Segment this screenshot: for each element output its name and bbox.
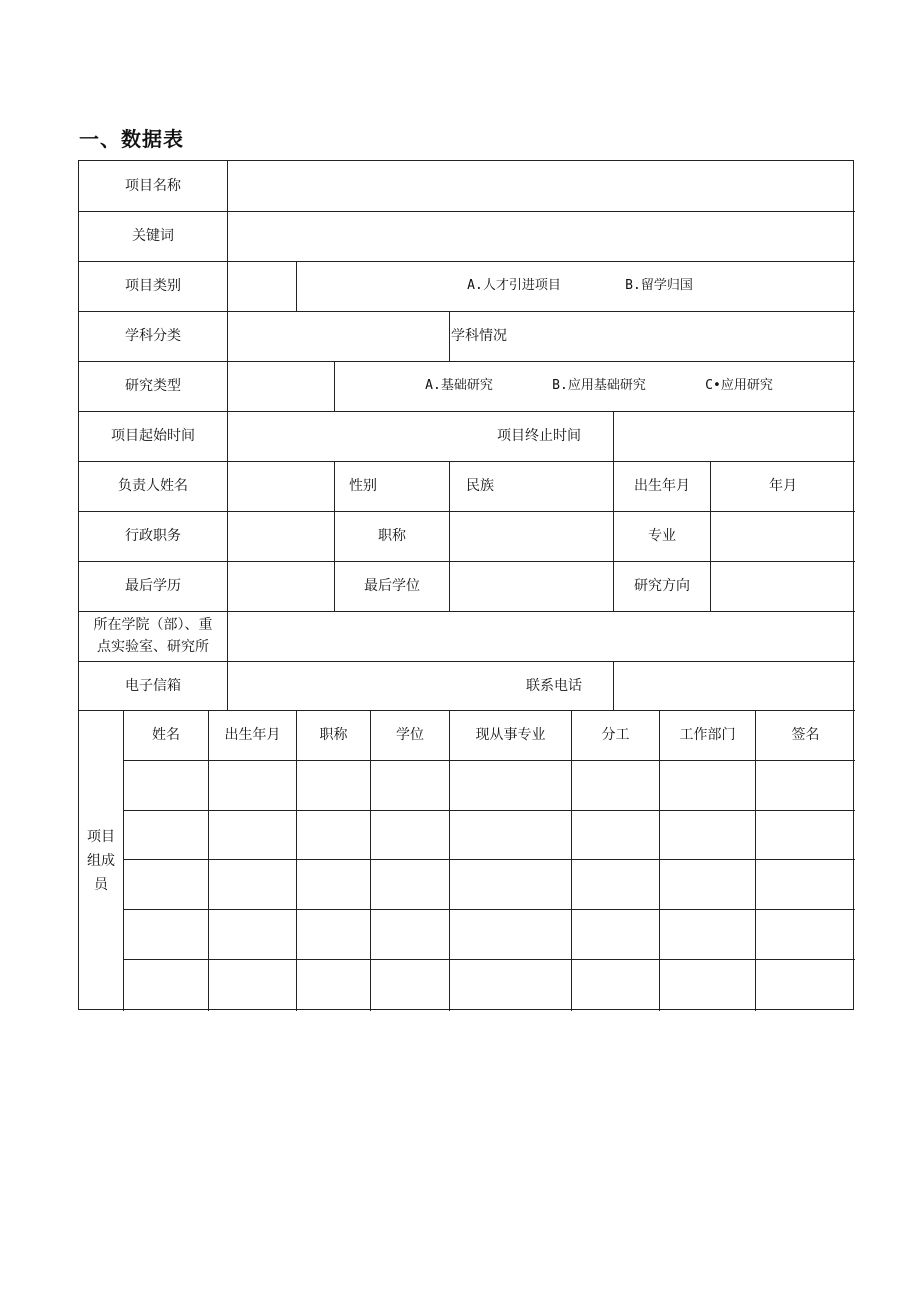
member-cell[interactable] <box>450 909 571 958</box>
members-label-1: 项目 <box>87 828 115 845</box>
research-option-c: C•应用研究 <box>705 378 773 393</box>
member-cell[interactable] <box>124 959 208 1008</box>
research-option-b: B.应用基础研究 <box>552 378 646 393</box>
member-cell[interactable] <box>756 760 855 809</box>
members-header-role: 分工 <box>601 727 630 743</box>
member-cell[interactable] <box>124 909 208 958</box>
members-header-birth: 出生年月 <box>224 727 281 743</box>
discipline-field[interactable] <box>228 311 449 361</box>
member-cell[interactable] <box>209 859 296 908</box>
member-cell[interactable] <box>209 810 296 859</box>
member-cell[interactable] <box>371 760 449 809</box>
title-field[interactable] <box>450 511 613 561</box>
affiliation-line1: 所在学院（部）、重 <box>93 617 213 633</box>
member-cell[interactable] <box>660 909 755 958</box>
members-header-signature: 签名 <box>791 727 820 743</box>
label-phone: 联系电话 <box>526 677 582 694</box>
label-members <box>79 710 123 1011</box>
member-cell[interactable] <box>371 909 449 958</box>
label-major: 专业 <box>648 528 676 544</box>
education-field[interactable] <box>228 561 334 611</box>
research-direction-field[interactable] <box>711 561 855 611</box>
label-ethnicity: 民族 <box>466 478 494 494</box>
members-header-degree: 学位 <box>396 727 424 743</box>
label-start-time: 项目起始时间 <box>111 428 195 444</box>
label-research-direction: 研究方向 <box>634 578 690 594</box>
label-email: 电子信箱 <box>125 677 181 694</box>
category-option-b: B.留学归国 <box>625 278 693 293</box>
member-cell[interactable] <box>209 959 296 1008</box>
member-cell[interactable] <box>297 859 370 908</box>
member-cell[interactable] <box>297 810 370 859</box>
members-label-3: 员 <box>94 876 108 893</box>
member-cell[interactable] <box>124 810 208 859</box>
member-cell[interactable] <box>450 760 571 809</box>
members-header-major: 现从事专业 <box>475 727 546 743</box>
members-header-name: 姓名 <box>152 727 180 743</box>
label-discipline-status: 学科情况 <box>451 328 507 344</box>
affiliation-field[interactable] <box>228 611 855 661</box>
data-form-table <box>78 160 854 1010</box>
member-cell[interactable] <box>572 859 659 908</box>
affiliation-line2: 点实验室、研究所 <box>97 639 209 655</box>
category-option-a: A.人才引进项目 <box>467 278 561 293</box>
member-cell[interactable] <box>124 760 208 809</box>
members-header-department: 工作部门 <box>679 727 736 743</box>
label-degree: 最后学位 <box>364 578 420 594</box>
member-cell[interactable] <box>371 859 449 908</box>
member-cell[interactable] <box>572 909 659 958</box>
label-project-category: 项目类别 <box>125 278 181 294</box>
member-cell[interactable] <box>209 909 296 958</box>
member-cell[interactable] <box>572 959 659 1008</box>
label-year-month: 年月 <box>769 478 797 494</box>
member-cell[interactable] <box>660 760 755 809</box>
member-cell[interactable] <box>756 859 855 908</box>
member-cell[interactable] <box>124 859 208 908</box>
degree-field[interactable] <box>450 561 613 611</box>
section-title: 一、数据表 <box>79 127 184 151</box>
label-end-time: 项目终止时间 <box>497 428 581 444</box>
member-cell[interactable] <box>756 909 855 958</box>
member-cell[interactable] <box>756 810 855 859</box>
member-cell[interactable] <box>660 810 755 859</box>
label-research-type: 研究类型 <box>125 378 181 394</box>
members-label-2: 组成 <box>87 852 115 869</box>
research-option-a: A.基础研究 <box>425 378 493 393</box>
project-category-field[interactable] <box>228 261 296 311</box>
major-field[interactable] <box>711 511 855 561</box>
member-cell[interactable] <box>450 959 571 1008</box>
col-divider <box>449 311 450 361</box>
member-cell[interactable] <box>660 859 755 908</box>
research-type-field[interactable] <box>228 361 334 411</box>
member-cell[interactable] <box>371 959 449 1008</box>
label-education: 最后学历 <box>125 578 181 594</box>
member-cell[interactable] <box>756 959 855 1008</box>
project-name-field[interactable] <box>228 161 855 211</box>
label-project-name: 项目名称 <box>125 178 181 194</box>
member-cell[interactable] <box>371 810 449 859</box>
label-keywords: 关键词 <box>132 228 174 244</box>
label-affiliation <box>79 611 227 661</box>
label-birth: 出生年月 <box>634 478 690 494</box>
member-cell[interactable] <box>572 760 659 809</box>
leader-name-field[interactable] <box>228 461 334 511</box>
member-cell[interactable] <box>450 810 571 859</box>
member-cell[interactable] <box>297 909 370 958</box>
label-gender: 性别 <box>349 478 377 494</box>
keywords-field[interactable] <box>228 211 855 261</box>
member-cell[interactable] <box>572 810 659 859</box>
member-cell[interactable] <box>209 760 296 809</box>
member-cell[interactable] <box>297 760 370 809</box>
member-cell[interactable] <box>450 859 571 908</box>
col-divider <box>296 261 297 311</box>
col-divider <box>334 361 335 411</box>
admin-post-field[interactable] <box>228 511 334 561</box>
members-header-title: 职称 <box>319 727 348 743</box>
phone-field[interactable] <box>614 661 855 710</box>
end-time-field[interactable] <box>614 411 855 461</box>
label-discipline: 学科分类 <box>125 328 181 344</box>
label-admin-post: 行政职务 <box>125 528 181 544</box>
label-leader-name: 负责人姓名 <box>118 478 188 494</box>
member-cell[interactable] <box>297 959 370 1008</box>
member-cell[interactable] <box>660 959 755 1008</box>
label-title: 职称 <box>378 528 406 544</box>
